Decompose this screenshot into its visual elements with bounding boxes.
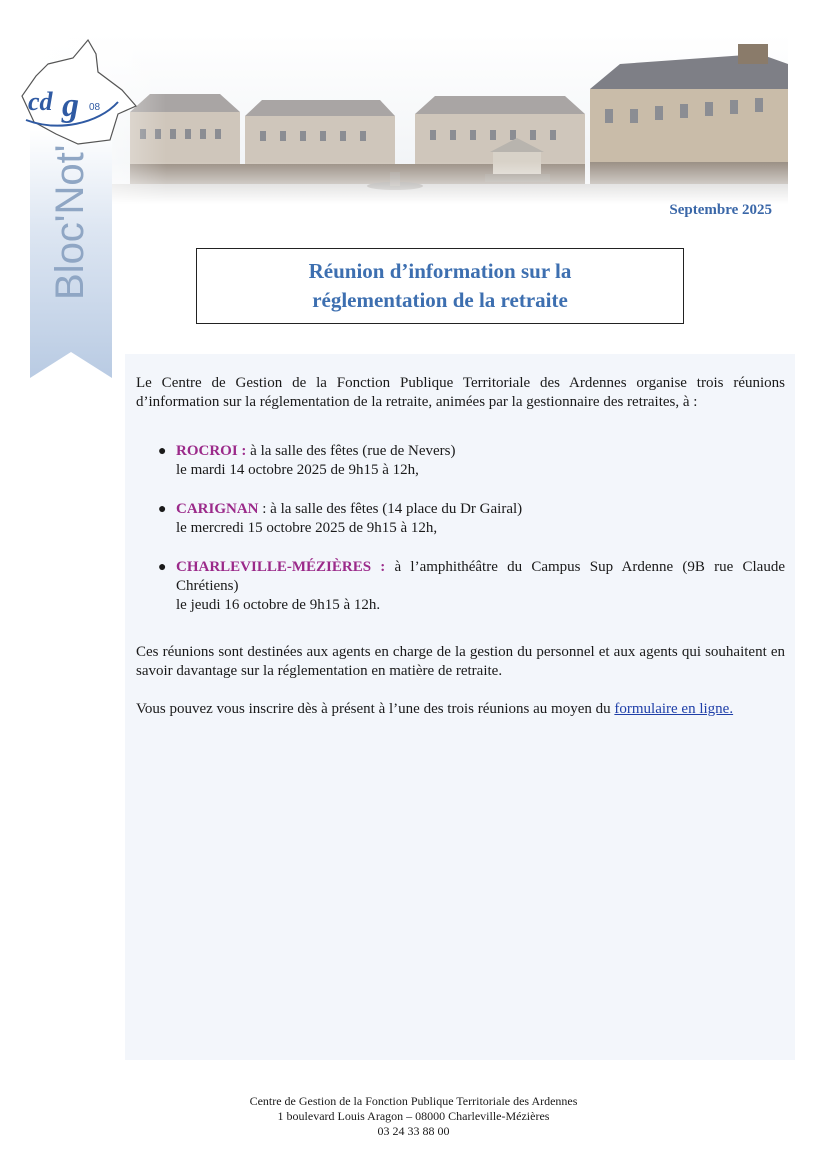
footer-org: Centre de Gestion de la Fonction Publique Territoriale des Ardennes (249, 1094, 578, 1108)
svg-text:08: 08 (89, 102, 101, 113)
registration-paragraph (136, 700, 785, 719)
session-item (158, 500, 785, 538)
audience-paragraph: Ces réunions sont destinées aux agents en charge de la gestion du personnel et aux agents qui souhaitent en savoir davantage sur la réglementation en matière de retraite. (136, 644, 785, 679)
svg-text:g: g (62, 87, 79, 124)
header-banner-image (30, 34, 788, 204)
session-town: CARIGNAN (176, 501, 259, 517)
session-town: ROCROI : (176, 443, 247, 459)
session-when: le mercredi 15 octobre 2025 de 9h15 à 12h, (176, 520, 438, 536)
intro-paragraph: Le Centre de Gestion de la Fonction Publique Territoriale des Ardennes organise trois réunions d’information sur la réglementation de la retraite, animées par la gestionnaire des retraites, à : (136, 375, 785, 410)
bullet-icon: ● (158, 502, 167, 517)
session-when: le jeudi 16 octobre de 9h15 à 12h. (176, 597, 381, 613)
session-place: à l’amphithéâtre du Campus Sup Ardenne (9B rue Claude Chrétiens) (176, 559, 785, 594)
content-panel (125, 354, 795, 1060)
page-title (196, 248, 684, 324)
title-line-2: réglementation de la retraite (312, 288, 568, 312)
footer-address: 1 boulevard Louis Aragon – 08000 Charleville-Mézières (277, 1109, 550, 1123)
session-place: : à la salle des fêtes (14 place du Dr Gairal) (258, 501, 523, 517)
session-item (158, 442, 785, 480)
sessions-list (136, 442, 785, 615)
footer (0, 1094, 827, 1139)
session-when: le mardi 14 octobre 2025 de 9h15 à 12h, (176, 462, 419, 478)
bullet-icon: ● (158, 444, 167, 459)
session-place: à la salle des fêtes (rue de Nevers) (246, 443, 456, 459)
session-town: CHARLEVILLE-MÉZIÈRES : (176, 559, 386, 575)
bullet-icon: ● (158, 560, 167, 575)
footer-phone: 03 24 33 88 00 (377, 1124, 450, 1138)
cdg08-logo (18, 36, 140, 148)
svg-text:cd: cd (28, 87, 53, 116)
issue-date: Septembre 2025 (669, 202, 772, 218)
bloc-not-label: Bloc'Not' (48, 144, 92, 300)
session-item (158, 558, 785, 615)
registration-text: Vous pouvez vous inscrire dès à présent à l’une des trois réunions au moyen du (136, 701, 615, 717)
title-line-1: Réunion d’information sur la (308, 259, 572, 283)
online-form-link[interactable]: formulaire en ligne. (614, 701, 734, 717)
